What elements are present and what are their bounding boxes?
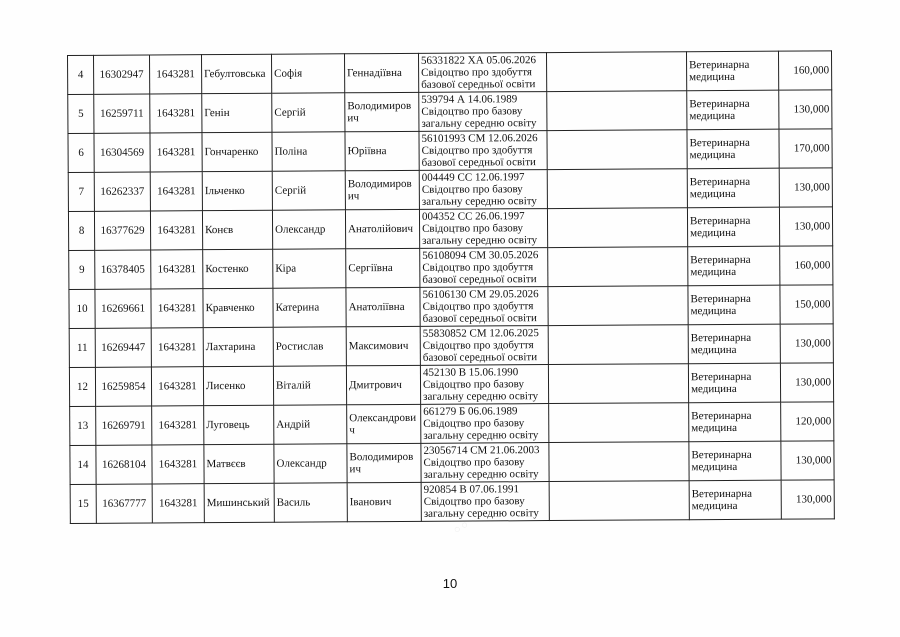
education-document-cell	[420, 287, 548, 327]
first-name-cell: Кіра	[273, 249, 346, 288]
document-line: базової середньої освіти	[422, 312, 537, 325]
first-name-cell: Катерина	[273, 288, 346, 327]
patronymic-cell: Олександрович	[347, 404, 421, 443]
surname-cell: Кравченко	[203, 288, 273, 327]
table-row	[70, 441, 834, 485]
patronymic-cell: Анатолійович	[345, 209, 419, 248]
program-code-cell: 1643281	[150, 211, 202, 250]
document-line: 56101993 СМ 12.06.2026	[421, 132, 538, 145]
program-code-cell: 1643281	[151, 328, 203, 367]
first-name-cell: Олександр	[274, 444, 347, 483]
specialty-cell: Ветеринарна медицина	[686, 51, 778, 91]
document-line: загальну середню освіту	[421, 117, 537, 130]
patronymic-cell: Володимирович	[345, 92, 419, 131]
program-code-cell: 1643281	[152, 406, 204, 445]
row-number-cell: 9	[69, 250, 95, 289]
education-document-cell	[420, 365, 548, 405]
table-row	[68, 129, 832, 173]
document-line: базової середньої освіти	[422, 351, 538, 364]
document-line: Свідоцтво про базову	[421, 105, 523, 118]
document-line: 539794 А 14.06.1989	[421, 93, 518, 106]
first-name-cell: Ростислав	[273, 327, 346, 366]
specialty-cell: Ветеринарна медицина	[687, 129, 779, 169]
surname-cell: Лисенко	[203, 366, 273, 405]
table-row	[70, 480, 834, 524]
applicant-id-cell: 16262337	[94, 172, 150, 211]
document-line: Свідоцтво про базову	[423, 495, 525, 508]
first-name-cell: Віталій	[273, 366, 346, 405]
first-name-cell: Софія	[271, 54, 344, 93]
table-row	[70, 402, 834, 446]
table-body	[68, 51, 835, 524]
score-cell: 120,000	[781, 402, 834, 441]
document-line: Свідоцтво про базову	[422, 222, 524, 235]
score-cell: 130,000	[781, 441, 834, 480]
document-line: загальну середню освіту	[421, 195, 537, 208]
first-name-cell: Василь	[274, 483, 347, 522]
score-cell: 160,000	[778, 51, 831, 90]
education-document-cell	[418, 53, 546, 93]
document-line: 920854 В 07.06.1991	[423, 483, 520, 496]
specialty-cell: Ветеринарна медицина	[687, 90, 779, 130]
blank-cell	[548, 286, 688, 326]
patronymic-cell: Максимович	[346, 326, 420, 365]
education-document-cell	[419, 92, 547, 132]
specialty-cell: Ветеринарна медицина	[688, 324, 780, 364]
document-line: 004352 СС 26.06.1997	[421, 210, 525, 223]
document-line: 004449 СС 12.06.1997	[421, 171, 525, 184]
score-cell: 130,000	[781, 480, 834, 519]
score-cell: 130,000	[780, 324, 833, 363]
specialty-cell: Ветеринарна медицина	[688, 246, 780, 286]
blank-cell	[549, 403, 689, 443]
program-code-cell: 1643281	[152, 484, 204, 523]
document-line: загальну середню освіту	[423, 507, 539, 520]
table-row	[69, 324, 833, 368]
row-number-cell: 15	[70, 484, 96, 523]
document-line: загальну середню освіту	[423, 390, 539, 403]
document-line: 661279 Б 06.06.1989	[423, 405, 518, 418]
applicant-id-cell: 16269661	[95, 289, 151, 328]
surname-cell: Генін	[202, 93, 272, 132]
document-line: загальну середню освіту	[422, 234, 538, 247]
score-cell: 130,000	[779, 168, 832, 207]
document-line: базової середньої освіти	[421, 156, 536, 169]
program-code-cell: 1643281	[150, 55, 202, 94]
blank-cell	[547, 91, 687, 131]
applicant-id-cell: 16259711	[94, 94, 150, 133]
document-line: загальну середню освіту	[423, 468, 539, 481]
blank-cell	[547, 130, 687, 170]
specialty-cell: Ветеринарна медицина	[687, 207, 779, 247]
document-line: базової середньої освіти	[422, 273, 537, 286]
program-code-cell: 1643281	[151, 289, 203, 328]
program-code-cell: 1643281	[150, 172, 202, 211]
table-row	[69, 246, 833, 290]
document-line: Свідоцтво про базову	[422, 378, 525, 391]
score-cell: 150,000	[780, 285, 833, 324]
table-row	[69, 285, 833, 329]
education-document-cell	[419, 131, 547, 171]
row-number-cell: 14	[70, 445, 96, 484]
row-number-cell: 7	[68, 172, 94, 211]
document-line: Свідоцтво про здобуття	[422, 261, 534, 274]
table-row	[68, 207, 832, 251]
specialty-cell: Ветеринарна медицина	[689, 402, 781, 442]
surname-cell: Мишинський	[204, 483, 274, 522]
document-line: Свідоцтво про здобуття	[422, 339, 534, 352]
first-name-cell: Поліна	[272, 132, 345, 171]
surname-cell: Гончаренко	[202, 132, 272, 171]
surname-cell: Гебултовська	[202, 54, 272, 93]
education-document-cell	[421, 443, 549, 483]
education-document-cell	[420, 326, 548, 366]
row-number-cell: 12	[69, 367, 95, 406]
first-name-cell: Сергій	[272, 171, 345, 210]
program-code-cell: 1643281	[150, 133, 202, 172]
document-line: Свідоцтво про базову	[423, 456, 525, 469]
score-cell: 130,000	[779, 90, 832, 129]
blank-cell	[546, 52, 686, 92]
education-document-cell	[419, 209, 547, 249]
applicant-id-cell: 16302947	[94, 55, 150, 94]
patronymic-cell: Володимирович	[345, 170, 419, 209]
row-number-cell: 8	[68, 211, 94, 250]
program-code-cell: 1643281	[152, 445, 204, 484]
education-document-cell	[420, 248, 548, 288]
applicant-id-cell: 16378405	[95, 250, 151, 289]
row-number-cell: 11	[69, 328, 95, 367]
patronymic-cell: Анатоліївна	[346, 287, 420, 326]
document-line: 23056714 СМ 21.06.2003	[423, 444, 540, 457]
score-cell: 130,000	[779, 207, 832, 246]
row-number-cell: 10	[69, 289, 95, 328]
education-document-cell	[421, 404, 549, 444]
blank-cell	[547, 169, 687, 209]
row-number-cell: 4	[68, 55, 94, 94]
blank-cell	[547, 208, 687, 248]
blank-cell	[548, 364, 688, 404]
table-row	[68, 168, 832, 212]
score-cell: 170,000	[779, 129, 832, 168]
specialty-cell: Ветеринарна медицина	[689, 441, 781, 481]
document-line: Свідоцтво про базову	[423, 417, 525, 430]
blank-cell	[548, 325, 688, 365]
document-line: 55830852 СМ 12.06.2025	[422, 327, 539, 340]
applicants-table	[67, 50, 835, 524]
surname-cell: Конєв	[202, 210, 272, 249]
faded-stamp-mark: ◌ ◌	[452, 519, 471, 536]
document-line: Свідоцтво про здобуття	[421, 66, 532, 79]
specialty-cell: Ветеринарна медицина	[688, 285, 780, 325]
surname-cell: Лахтарина	[203, 327, 273, 366]
surname-cell: Ільченко	[202, 171, 272, 210]
page-number: 10	[442, 576, 458, 591]
applicant-id-cell: 16377629	[94, 211, 150, 250]
score-cell: 130,000	[780, 363, 833, 402]
document-line: 56331822 ХА 05.06.2026	[421, 54, 536, 67]
surname-cell: Луговець	[204, 405, 274, 444]
blank-cell	[548, 247, 688, 287]
document-line: базової середньої освіти	[421, 78, 536, 91]
document-line: 452130 В 15.06.1990	[422, 366, 519, 379]
blank-cell	[549, 481, 689, 521]
patronymic-cell: Юріївна	[345, 131, 419, 170]
patronymic-cell: Дмитрович	[346, 365, 420, 404]
patronymic-cell: Володимирович	[347, 443, 421, 482]
first-name-cell: Сергій	[272, 93, 345, 132]
row-number-cell: 6	[68, 133, 94, 172]
document-line: загальну середню освіту	[423, 429, 539, 442]
program-code-cell: 1643281	[151, 250, 203, 289]
table-row	[69, 363, 833, 407]
document-line: Свідоцтво про здобуття	[422, 300, 534, 313]
row-number-cell: 13	[70, 406, 96, 445]
table-row	[68, 90, 832, 134]
specialty-cell: Ветеринарна медицина	[687, 168, 779, 208]
education-document-cell	[419, 170, 547, 210]
program-code-cell: 1643281	[151, 367, 203, 406]
document-line: Свідоцтво про здобуття	[421, 144, 533, 157]
specialty-cell: Ветеринарна медицина	[688, 363, 780, 403]
row-number-cell: 5	[68, 94, 94, 133]
applicant-id-cell: 16269791	[96, 406, 152, 445]
applicant-id-cell: 16269447	[95, 328, 151, 367]
score-cell: 160,000	[780, 246, 833, 285]
patronymic-cell: Сергіївна	[346, 248, 420, 287]
surname-cell: Костенко	[203, 249, 273, 288]
document-line: 56108094 СМ 30.05.2026	[422, 249, 539, 262]
patronymic-cell: Іванович	[347, 482, 421, 521]
applicant-id-cell: 16367777	[96, 484, 152, 523]
table-row	[68, 51, 832, 95]
document-line: Свідоцтво про базову	[421, 183, 523, 196]
first-name-cell: Андрій	[274, 405, 347, 444]
blank-cell	[549, 442, 689, 482]
applicant-id-cell: 16304569	[94, 133, 150, 172]
first-name-cell: Олександр	[272, 210, 345, 249]
program-code-cell: 1643281	[150, 94, 202, 133]
patronymic-cell: Геннадіївна	[344, 53, 418, 92]
surname-cell: Матвєєв	[204, 444, 274, 483]
applicant-id-cell: 16268104	[96, 445, 152, 484]
applicant-id-cell: 16259854	[95, 367, 151, 406]
specialty-cell: Ветеринарна медицина	[689, 480, 781, 520]
document-line: 56106130 СМ 29.05.2026	[422, 288, 539, 301]
